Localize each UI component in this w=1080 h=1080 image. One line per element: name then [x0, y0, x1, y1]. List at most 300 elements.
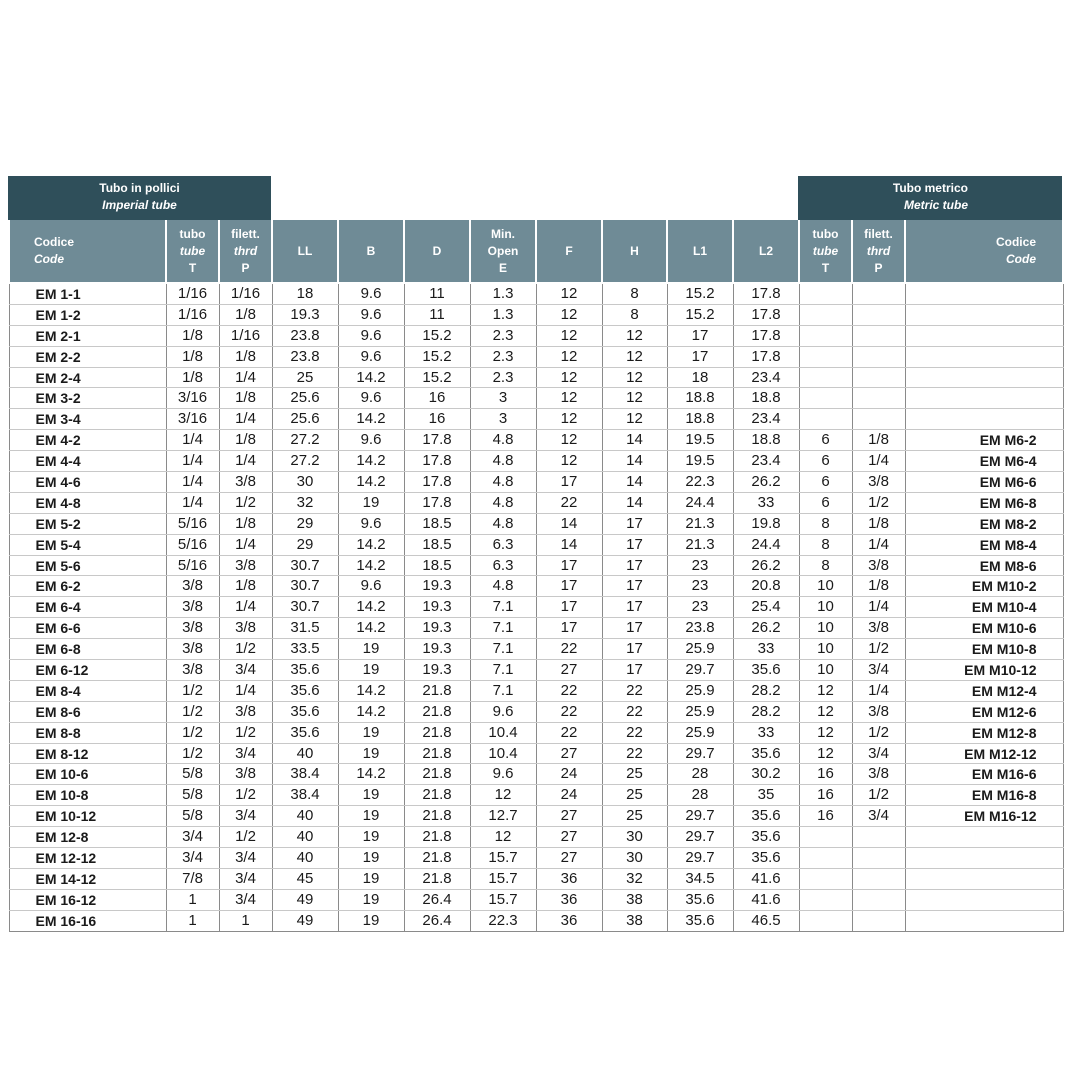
cell-metric-tube: 12 — [799, 722, 852, 743]
cell-f: 17 — [536, 472, 602, 493]
cell-thread: 1/2 — [219, 492, 272, 513]
cell-f: 24 — [536, 764, 602, 785]
cell-ll: 40 — [272, 743, 338, 764]
cell-metric-thread — [852, 304, 905, 325]
table-row — [9, 868, 1063, 889]
cell-metric-code: EM M6-4 — [905, 451, 1063, 472]
cell-h: 17 — [602, 639, 667, 660]
cell-d: 26.4 — [404, 910, 470, 931]
table-row — [9, 827, 1063, 848]
cell-l2: 26.2 — [733, 472, 799, 493]
cell-metric-tube: 10 — [799, 660, 852, 681]
cell-metric-code: EM M12-4 — [905, 680, 1063, 701]
cell-e: 4.8 — [470, 513, 536, 534]
cell-ll: 38.4 — [272, 764, 338, 785]
cell-b: 14.2 — [338, 618, 404, 639]
cell-l1: 18.8 — [667, 409, 733, 430]
cell-h: 25 — [602, 806, 667, 827]
table-row — [9, 848, 1063, 869]
table-row — [9, 722, 1063, 743]
header-code — [9, 220, 166, 283]
cell-metric-tube — [799, 848, 852, 869]
cell-metric-tube: 12 — [799, 680, 852, 701]
cell-f: 27 — [536, 806, 602, 827]
cell-ll: 30.7 — [272, 597, 338, 618]
cell-thread: 1/2 — [219, 827, 272, 848]
cell-tube: 3/4 — [166, 848, 219, 869]
cell-d: 21.8 — [404, 764, 470, 785]
cell-tube: 5/16 — [166, 555, 219, 576]
cell-ll: 35.6 — [272, 680, 338, 701]
cell-f: 12 — [536, 283, 602, 304]
cell-e: 22.3 — [470, 910, 536, 931]
cell-thread: 1/4 — [219, 451, 272, 472]
cell-tube: 1/4 — [166, 430, 219, 451]
cell-metric-code: EM M10-4 — [905, 597, 1063, 618]
cell-metric-thread — [852, 910, 905, 931]
cell-metric-code — [905, 367, 1063, 388]
cell-l2: 33 — [733, 492, 799, 513]
header-metric-tube — [799, 220, 852, 283]
cell-b: 19 — [338, 743, 404, 764]
cell-metric-thread — [852, 388, 905, 409]
cell-code: EM 2-2 — [9, 346, 166, 367]
cell-l2: 33 — [733, 722, 799, 743]
metric-band-italian: Tubo metrico — [892, 181, 968, 195]
cell-code: EM 1-1 — [9, 283, 166, 304]
cell-thread: 3/4 — [219, 868, 272, 889]
cell-tube: 5/8 — [166, 785, 219, 806]
header-mcode-en: Code — [1006, 252, 1036, 266]
cell-thread: 1/16 — [219, 325, 272, 346]
cell-thread: 3/4 — [219, 848, 272, 869]
cell-d: 19.3 — [404, 576, 470, 597]
cell-tube: 3/8 — [166, 576, 219, 597]
cell-f: 22 — [536, 701, 602, 722]
table-row — [9, 492, 1063, 513]
group-header-bands — [8, 176, 1062, 220]
dimension-table-block — [8, 176, 1062, 932]
cell-code: EM 6-8 — [9, 639, 166, 660]
cell-ll: 19.3 — [272, 304, 338, 325]
cell-h: 14 — [602, 430, 667, 451]
cell-e: 1.3 — [470, 283, 536, 304]
cell-metric-code: EM M8-2 — [905, 513, 1063, 534]
cell-l1: 28 — [667, 764, 733, 785]
cell-ll: 30.7 — [272, 576, 338, 597]
cell-l2: 28.2 — [733, 701, 799, 722]
cell-tube: 1/8 — [166, 346, 219, 367]
cell-l1: 35.6 — [667, 910, 733, 931]
cell-h: 22 — [602, 701, 667, 722]
table-row — [9, 430, 1063, 451]
cell-l2: 33 — [733, 639, 799, 660]
table-row — [9, 806, 1063, 827]
cell-d: 11 — [404, 304, 470, 325]
cell-ll: 49 — [272, 889, 338, 910]
cell-metric-tube — [799, 346, 852, 367]
header-E — [470, 220, 536, 283]
cell-code: EM 2-4 — [9, 367, 166, 388]
cell-h: 17 — [602, 513, 667, 534]
table-row — [9, 388, 1063, 409]
cell-h: 22 — [602, 680, 667, 701]
cell-l2: 25.4 — [733, 597, 799, 618]
cell-e: 2.3 — [470, 367, 536, 388]
cell-l1: 25.9 — [667, 701, 733, 722]
cell-metric-tube: 16 — [799, 785, 852, 806]
cell-thread: 3/8 — [219, 555, 272, 576]
cell-code: EM 1-2 — [9, 304, 166, 325]
cell-l2: 18.8 — [733, 388, 799, 409]
cell-code: EM 6-12 — [9, 660, 166, 681]
header-metric-code — [905, 220, 1063, 283]
cell-f: 22 — [536, 722, 602, 743]
cell-tube: 1/2 — [166, 701, 219, 722]
cell-b: 14.2 — [338, 409, 404, 430]
cell-metric-thread — [852, 827, 905, 848]
cell-b: 14.2 — [338, 451, 404, 472]
cell-l2: 26.2 — [733, 555, 799, 576]
cell-b: 19 — [338, 722, 404, 743]
header-L1: L1 — [667, 220, 733, 283]
cell-e: 4.8 — [470, 430, 536, 451]
header-code-en: Code — [34, 252, 64, 266]
cell-code: EM 12-12 — [9, 848, 166, 869]
cell-metric-thread — [852, 325, 905, 346]
cell-f: 12 — [536, 409, 602, 430]
metric-band-english: Metric tube — [903, 198, 968, 212]
cell-l2: 26.2 — [733, 618, 799, 639]
cell-tube: 3/8 — [166, 597, 219, 618]
cell-d: 21.8 — [404, 743, 470, 764]
fitting-dimensions-table — [8, 220, 1064, 932]
cell-l1: 17 — [667, 346, 733, 367]
cell-d: 15.2 — [404, 367, 470, 388]
cell-ll: 40 — [272, 827, 338, 848]
cell-ll: 40 — [272, 848, 338, 869]
cell-h: 8 — [602, 304, 667, 325]
cell-f: 36 — [536, 889, 602, 910]
cell-code: EM 6-4 — [9, 597, 166, 618]
cell-l1: 29.7 — [667, 806, 733, 827]
cell-f: 27 — [536, 848, 602, 869]
cell-e: 7.1 — [470, 618, 536, 639]
header-L2: L2 — [733, 220, 799, 283]
cell-e: 12 — [470, 827, 536, 848]
cell-b: 14.2 — [338, 555, 404, 576]
cell-ll: 35.6 — [272, 701, 338, 722]
cell-metric-tube: 6 — [799, 472, 852, 493]
cell-ll: 18 — [272, 283, 338, 304]
table-row — [9, 283, 1063, 304]
cell-l2: 17.8 — [733, 304, 799, 325]
cell-d: 18.5 — [404, 534, 470, 555]
cell-e: 15.7 — [470, 868, 536, 889]
cell-e: 15.7 — [470, 848, 536, 869]
cell-thread: 3/8 — [219, 764, 272, 785]
imperial-band-italian: Tubo in pollici — [99, 181, 180, 195]
header-F: F — [536, 220, 602, 283]
table-row — [9, 660, 1063, 681]
cell-code: EM 2-1 — [9, 325, 166, 346]
cell-tube: 5/8 — [166, 764, 219, 785]
cell-d: 21.8 — [404, 680, 470, 701]
cell-d: 17.8 — [404, 430, 470, 451]
header-E-l1: Min. — [491, 226, 515, 241]
cell-metric-thread: 1/4 — [852, 597, 905, 618]
cell-l2: 46.5 — [733, 910, 799, 931]
imperial-band-english: Imperial tube — [102, 198, 177, 212]
cell-l1: 15.2 — [667, 304, 733, 325]
cell-d: 21.8 — [404, 722, 470, 743]
cell-tube: 3/4 — [166, 827, 219, 848]
cell-tube: 5/8 — [166, 806, 219, 827]
cell-d: 26.4 — [404, 889, 470, 910]
cell-d: 18.5 — [404, 513, 470, 534]
cell-b: 9.6 — [338, 325, 404, 346]
cell-tube: 7/8 — [166, 868, 219, 889]
cell-code: EM 6-6 — [9, 618, 166, 639]
cell-b: 14.2 — [338, 534, 404, 555]
table-row — [9, 534, 1063, 555]
cell-tube: 5/16 — [166, 534, 219, 555]
cell-l2: 17.8 — [733, 325, 799, 346]
header-thread-it: filett. — [231, 226, 260, 241]
cell-tube: 3/8 — [166, 639, 219, 660]
cell-thread: 3/4 — [219, 889, 272, 910]
cell-b: 14.2 — [338, 701, 404, 722]
cell-e: 6.3 — [470, 555, 536, 576]
cell-e: 9.6 — [470, 764, 536, 785]
table-row — [9, 743, 1063, 764]
cell-metric-thread: 1/2 — [852, 492, 905, 513]
cell-b: 19 — [338, 827, 404, 848]
cell-b: 9.6 — [338, 388, 404, 409]
cell-l1: 24.4 — [667, 492, 733, 513]
cell-e: 10.4 — [470, 722, 536, 743]
cell-code: EM 4-4 — [9, 451, 166, 472]
cell-code: EM 5-4 — [9, 534, 166, 555]
cell-tube: 1 — [166, 910, 219, 931]
cell-d: 19.3 — [404, 597, 470, 618]
cell-b: 14.2 — [338, 680, 404, 701]
table-row — [9, 555, 1063, 576]
table-body — [9, 283, 1063, 931]
cell-h: 12 — [602, 346, 667, 367]
cell-e: 3 — [470, 388, 536, 409]
cell-metric-code: EM M10-8 — [905, 639, 1063, 660]
cell-h: 17 — [602, 555, 667, 576]
cell-metric-code — [905, 910, 1063, 931]
cell-l1: 25.9 — [667, 680, 733, 701]
cell-metric-tube — [799, 388, 852, 409]
cell-metric-code: EM M10-6 — [905, 618, 1063, 639]
cell-code: EM 3-4 — [9, 409, 166, 430]
cell-d: 18.5 — [404, 555, 470, 576]
cell-b: 9.6 — [338, 576, 404, 597]
cell-metric-tube: 6 — [799, 492, 852, 513]
cell-f: 12 — [536, 430, 602, 451]
cell-e: 4.8 — [470, 451, 536, 472]
cell-metric-tube — [799, 304, 852, 325]
cell-b: 9.6 — [338, 430, 404, 451]
header-mthread-en: thrd — [866, 243, 891, 258]
cell-thread: 1 — [219, 910, 272, 931]
table-row — [9, 618, 1063, 639]
cell-d: 16 — [404, 409, 470, 430]
cell-e: 9.6 — [470, 701, 536, 722]
cell-e: 10.4 — [470, 743, 536, 764]
cell-l2: 35.6 — [733, 806, 799, 827]
cell-thread: 1/8 — [219, 388, 272, 409]
cell-l2: 17.8 — [733, 346, 799, 367]
cell-h: 12 — [602, 325, 667, 346]
header-code-it: Codice — [34, 235, 75, 249]
cell-h: 12 — [602, 367, 667, 388]
cell-l2: 35 — [733, 785, 799, 806]
cell-tube: 1/2 — [166, 722, 219, 743]
cell-d: 21.8 — [404, 827, 470, 848]
cell-d: 15.2 — [404, 325, 470, 346]
cell-metric-thread: 3/8 — [852, 764, 905, 785]
cell-d: 11 — [404, 283, 470, 304]
header-tube-it: tubo — [179, 226, 206, 241]
cell-metric-code — [905, 409, 1063, 430]
cell-ll: 33.5 — [272, 639, 338, 660]
table-row — [9, 304, 1063, 325]
header-H: H — [602, 220, 667, 283]
cell-ll: 35.6 — [272, 660, 338, 681]
cell-l1: 18 — [667, 367, 733, 388]
cell-e: 12.7 — [470, 806, 536, 827]
cell-code: EM 14-12 — [9, 868, 166, 889]
cell-b: 19 — [338, 806, 404, 827]
cell-metric-code: EM M16-6 — [905, 764, 1063, 785]
cell-b: 19 — [338, 848, 404, 869]
header-mthread-sym: P — [874, 260, 883, 275]
header-mtube-sym: T — [821, 260, 830, 275]
header-thread — [219, 220, 272, 283]
cell-h: 22 — [602, 743, 667, 764]
cell-tube: 1/4 — [166, 451, 219, 472]
cell-metric-code — [905, 304, 1063, 325]
cell-h: 25 — [602, 785, 667, 806]
cell-ll: 32 — [272, 492, 338, 513]
cell-l2: 35.6 — [733, 660, 799, 681]
cell-metric-tube — [799, 827, 852, 848]
cell-tube: 1/2 — [166, 680, 219, 701]
table-row — [9, 680, 1063, 701]
cell-h: 30 — [602, 827, 667, 848]
header-E-l2: Open — [487, 243, 519, 258]
cell-b: 14.2 — [338, 764, 404, 785]
cell-d: 21.8 — [404, 785, 470, 806]
header-B: B — [338, 220, 404, 283]
cell-tube: 1 — [166, 889, 219, 910]
cell-b: 19 — [338, 785, 404, 806]
cell-metric-code: EM M6-8 — [905, 492, 1063, 513]
cell-metric-code — [905, 325, 1063, 346]
cell-l1: 17 — [667, 325, 733, 346]
cell-code: EM 3-2 — [9, 388, 166, 409]
cell-l2: 35.6 — [733, 848, 799, 869]
cell-h: 14 — [602, 472, 667, 493]
cell-tube: 3/8 — [166, 618, 219, 639]
cell-h: 30 — [602, 848, 667, 869]
cell-l1: 23 — [667, 597, 733, 618]
cell-b: 14.2 — [338, 367, 404, 388]
cell-code: EM 5-2 — [9, 513, 166, 534]
cell-tube: 5/16 — [166, 513, 219, 534]
cell-metric-thread: 3/4 — [852, 743, 905, 764]
cell-metric-thread — [852, 868, 905, 889]
cell-l1: 21.3 — [667, 534, 733, 555]
cell-ll: 23.8 — [272, 346, 338, 367]
cell-code: EM 16-16 — [9, 910, 166, 931]
cell-thread: 3/8 — [219, 618, 272, 639]
cell-f: 22 — [536, 492, 602, 513]
cell-ll: 27.2 — [272, 430, 338, 451]
cell-thread: 1/8 — [219, 576, 272, 597]
cell-code: EM 4-8 — [9, 492, 166, 513]
cell-l2: 24.4 — [733, 534, 799, 555]
cell-ll: 31.5 — [272, 618, 338, 639]
cell-tube: 3/8 — [166, 660, 219, 681]
cell-metric-tube: 12 — [799, 743, 852, 764]
cell-e: 7.1 — [470, 660, 536, 681]
cell-tube: 1/4 — [166, 472, 219, 493]
cell-d: 21.8 — [404, 701, 470, 722]
cell-b: 19 — [338, 910, 404, 931]
cell-ll: 49 — [272, 910, 338, 931]
cell-h: 8 — [602, 283, 667, 304]
cell-l1: 22.3 — [667, 472, 733, 493]
cell-f: 12 — [536, 367, 602, 388]
cell-e: 7.1 — [470, 680, 536, 701]
cell-metric-thread: 3/4 — [852, 660, 905, 681]
cell-l1: 19.5 — [667, 451, 733, 472]
cell-thread: 3/4 — [219, 806, 272, 827]
cell-metric-thread — [852, 409, 905, 430]
cell-metric-code: EM M12-8 — [905, 722, 1063, 743]
cell-metric-tube: 10 — [799, 597, 852, 618]
cell-h: 17 — [602, 576, 667, 597]
cell-metric-thread: 3/8 — [852, 701, 905, 722]
cell-metric-thread — [852, 889, 905, 910]
cell-code: EM 10-12 — [9, 806, 166, 827]
cell-e: 7.1 — [470, 597, 536, 618]
header-mtube-en: tube — [812, 243, 839, 258]
cell-f: 36 — [536, 868, 602, 889]
cell-metric-tube: 16 — [799, 806, 852, 827]
cell-l1: 29.7 — [667, 743, 733, 764]
cell-ll: 25 — [272, 367, 338, 388]
cell-l2: 23.4 — [733, 451, 799, 472]
cell-f: 22 — [536, 680, 602, 701]
header-tube — [166, 220, 219, 283]
cell-thread: 3/4 — [219, 660, 272, 681]
cell-h: 22 — [602, 722, 667, 743]
table-row — [9, 785, 1063, 806]
cell-ll: 40 — [272, 806, 338, 827]
cell-l1: 29.7 — [667, 660, 733, 681]
cell-metric-code: EM M16-8 — [905, 785, 1063, 806]
cell-l2: 18.8 — [733, 430, 799, 451]
cell-code: EM 4-2 — [9, 430, 166, 451]
cell-l2: 41.6 — [733, 889, 799, 910]
cell-thread: 1/2 — [219, 639, 272, 660]
